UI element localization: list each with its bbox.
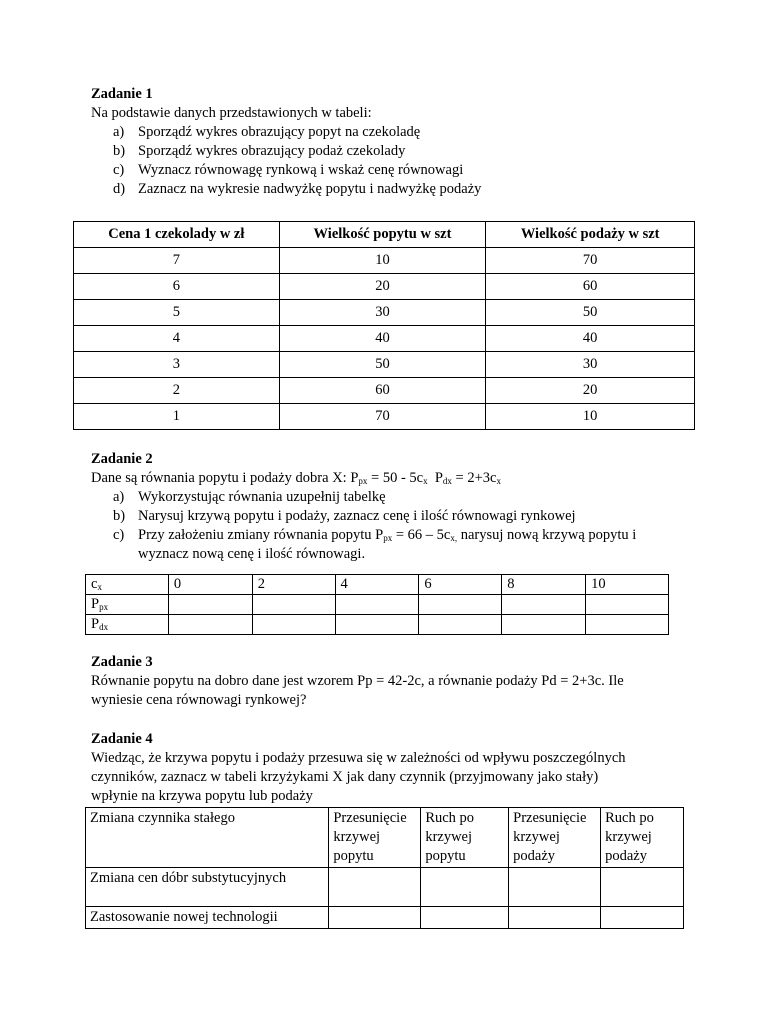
table-row [74,378,695,404]
table-cell: 8 [502,575,586,595]
z1-intro: Na podstawie danych przedstawionych w tabeli: [91,105,372,121]
table-cell: 30 [279,300,486,326]
table-cell: 60 [486,274,695,300]
z1-item-c-marker: c) [113,162,125,178]
table-cell: 30 [486,352,695,378]
z3-title: Zadanie 3 [91,654,153,670]
z2-intro-sub-1: px [358,476,368,486]
table-row [74,404,695,430]
table-row [74,326,695,352]
z1-item-d-marker: d) [113,181,126,197]
z1-title: Zadanie 1 [91,86,153,102]
table-cell: 7 [74,248,280,274]
table-cell: 4 [74,326,280,352]
table-cell [421,868,509,907]
table-cell: 1 [74,404,280,430]
table-cell [502,615,586,635]
z4-title: Zadanie 4 [91,731,153,747]
table-row [74,248,695,274]
z4-line3: wpłynie na krzywa popytu lub podaży [91,788,313,804]
z2-item-c-marker: c) [113,527,125,543]
table-cell [601,868,684,907]
table-row [74,274,695,300]
table-cell: 4 [335,575,419,595]
table-cell [335,595,419,615]
table-cell: 60 [279,378,486,404]
table-row [86,907,684,929]
z2-intro-text-3: P [427,470,443,486]
z2-item-c [138,526,636,545]
z4-table [85,807,684,929]
z4-row-substitutes: Zmiana cen dóbr substytucyjnych [86,868,329,907]
table-cell: 40 [279,326,486,352]
z1-item-b-marker: b) [113,143,126,159]
header-line: Ruch po [605,810,654,826]
table-cell: 6 [74,274,280,300]
z1-item-d: Zaznacz na wykresie nadwyżkę popytu i nadwyżkę podaży [138,181,482,197]
z2-intro-sub-2: x [423,476,428,486]
header-line: popytu [333,848,374,864]
table-cell [586,595,669,615]
z2-item-c-sub-1: px [383,533,393,543]
z2-intro-text-4: = 2+3c [451,470,497,486]
z2-item-c-text-2: = 66 – 5c [392,527,451,543]
table-cell: 10 [486,404,695,430]
header-line: podaży [513,848,556,864]
z2-item-c-text-3: narysuj nową krzywą popytu i [457,527,637,543]
table-cell [252,595,335,615]
z4-header-demand-shift [329,808,421,868]
z2-dx-label [86,615,169,635]
header-line: krzywej [513,829,560,845]
table-row [74,300,695,326]
z2-item-a: Wykorzystując równania uzupełnij tabelkę [138,489,386,505]
z2-cx-label [86,575,169,595]
z2-px-letter: P [91,596,100,612]
table-cell: 2 [74,378,280,404]
table-cell: 50 [486,300,695,326]
header-line: krzywej [425,829,473,845]
z2-intro-sub-3: dx [442,476,452,486]
z1-header-demand: Wielkość popytu w szt [279,222,486,248]
table-cell [335,615,419,635]
z1-header-supply: Wielkość podaży w szt [486,222,695,248]
table-row [86,575,669,595]
z2-item-c-text-1: Przy założeniu zmiany równania popytu P [138,527,384,543]
header-line: popytu [425,848,466,864]
z2-table [85,574,669,635]
z2-dx-sub: dx [99,622,109,632]
z2-item-c-line2: wyznacz nową cenę i ilość równowagi. [138,546,366,562]
table-cell: 50 [279,352,486,378]
z1-table-header-row [74,222,695,248]
table-cell [252,615,335,635]
z2-px-label [86,595,169,615]
table-cell [168,595,252,615]
z1-item-b: Sporządź wykres obrazujący podaż czekolady [138,143,406,159]
z3-line2: wyniesie cena równowagi rynkowej? [91,692,307,708]
table-cell: 0 [168,575,252,595]
table-cell: 2 [252,575,335,595]
z4-header-supply-shift [509,808,601,868]
z2-intro-sub-4: x [496,476,501,486]
table-cell: 20 [486,378,695,404]
z4-header-supply-move [601,808,684,868]
table-cell [509,868,601,907]
z2-intro-text-2: = 50 - 5c [367,470,424,486]
header-line: Przesunięcie [333,810,407,826]
header-line: podaży [605,848,647,864]
z1-header-price: Cena 1 czekolady w zł [74,222,280,248]
z2-item-c-sub-2: x, [450,533,458,543]
table-cell: 70 [279,404,486,430]
header-line: Przesunięcie [513,810,587,826]
z2-dx-letter: P [91,616,100,632]
table-cell [329,868,421,907]
z2-item-b: Narysuj krzywą popytu i podaży, zaznacz cenę i ilość równowagi rynkowej [138,508,576,524]
z2-cx-sub: x [97,582,102,592]
z2-cx-letter: c [91,576,98,592]
z2-intro-text-1: Dane są równania popytu i podaży dobra X: P [91,470,359,486]
header-line: krzywej [333,829,381,845]
table-cell: 10 [279,248,486,274]
table-cell: 5 [74,300,280,326]
table-cell [502,595,586,615]
z4-line2: czynników, zaznacz w tabeli krzyżykami X jak dany czynnik (przyjmowany jako stały) [91,769,599,785]
z4-line1: Wiedząc, że krzywa popytu i podaży przesuwa się w zależności od wpływu poszczególnych [91,750,626,766]
table-cell: 70 [486,248,695,274]
table-cell: 3 [74,352,280,378]
z4-row-technology: Zastosowanie nowej technologii [86,907,329,929]
table-cell [419,615,502,635]
header-line: krzywej [605,829,652,845]
table-cell: 6 [419,575,502,595]
table-row [86,868,684,907]
table-cell [419,595,502,615]
table-cell: 20 [279,274,486,300]
table-cell: 10 [586,575,669,595]
table-cell [168,615,252,635]
z4-header-factor: Zmiana czynnika stałego [86,808,329,868]
z1-item-c: Wyznacz równowagę rynkową i wskaż cenę równowagi [138,162,464,178]
table-row [86,595,669,615]
z3-line1: Równanie popytu na dobro dane jest wzorem Pp = 42-2c, a równanie podaży Pd = 2+3c. Ile [91,673,624,689]
z2-intro [91,469,501,488]
z2-item-b-marker: b) [113,508,126,524]
z4-header-demand-move [421,808,509,868]
table-cell [601,907,684,929]
z2-item-a-marker: a) [113,489,125,505]
z1-item-a-marker: a) [113,124,125,140]
table-row [74,352,695,378]
z1-table [73,221,695,430]
table-cell [329,907,421,929]
table-cell [421,907,509,929]
z2-px-sub: px [99,602,109,612]
table-cell [509,907,601,929]
z2-title: Zadanie 2 [91,451,153,467]
header-line: Ruch po [425,810,475,826]
z4-table-header-row [86,808,684,868]
table-row [86,615,669,635]
table-cell [586,615,669,635]
z1-item-a: Sporządź wykres obrazujący popyt na czekoladę [138,124,421,140]
table-cell: 40 [486,326,695,352]
